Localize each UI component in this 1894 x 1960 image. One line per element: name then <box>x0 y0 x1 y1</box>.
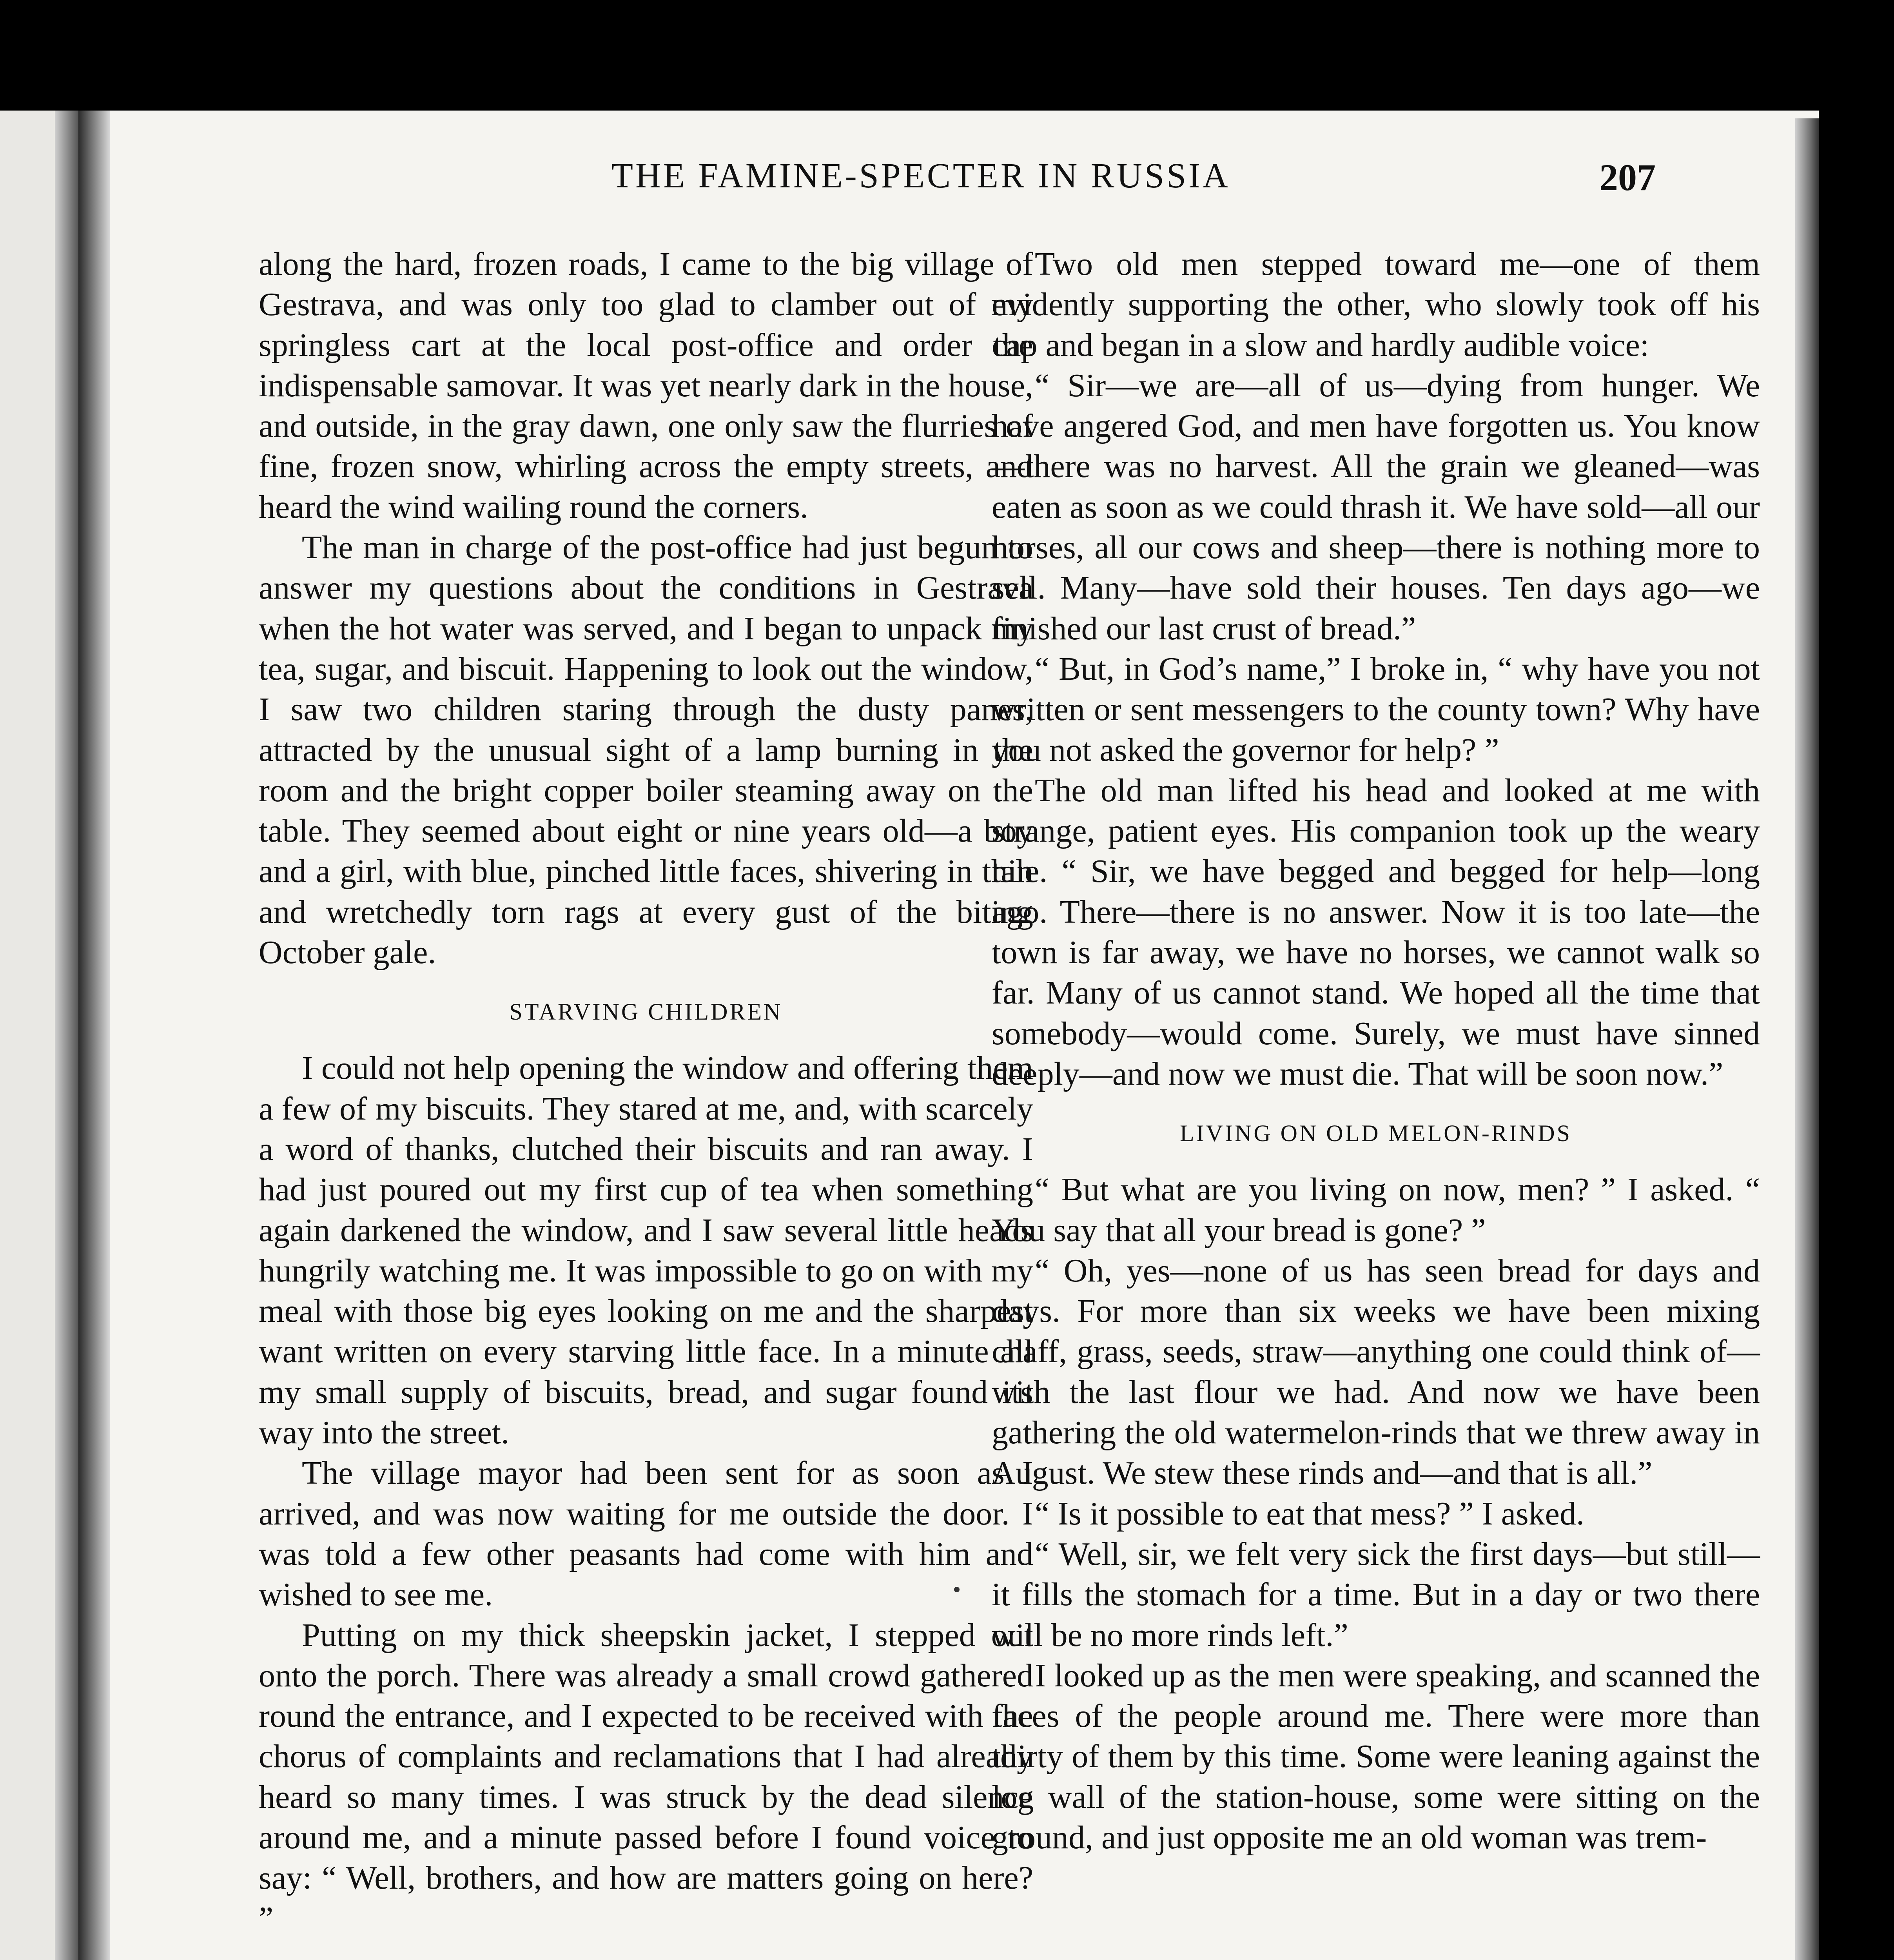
paragraph: “ But, in God’s name,” I broke in, “ why have you not written or sent messengers to the county town? Why have you not asked the governor for help? ” <box>992 650 1760 768</box>
paragraph: The man in charge of the post-office had just begun to answer my questions about the conditions in Gestrava when the hot water was served, and I began to unpack my tea, sugar, and biscuit. Happening to look out the window, I saw two children staring through the dusty panes, attracted by the unusual sight of a lamp burning in the room and the bright copper boiler steaming away on the table. They seemed about eight or nine years old—a boy and a girl, with blue, pinched little faces, shivering in thin and wretchedly torn rags at every gust of the biting October gale. <box>259 529 1033 971</box>
section-heading: LIVING ON OLD MELON-RINDS <box>1180 1120 1572 1147</box>
facing-page-edge <box>0 111 78 1960</box>
page-number: 207 <box>1599 156 1656 198</box>
paragraph: “ Well, sir, we felt very sick the first days—but still—it fills the stomach for a time. But in a day or two there will be no more rinds left.” <box>992 1535 1760 1653</box>
paragraph: along the hard, frozen roads, I came to the big village of Gestrava, and was only too glad to clamber out of my springless cart at the local post-office and order the indispensable samovar. It was yet nearly dark in the house, and outside, in the gray dawn, one only saw the flurries of fine, frozen snow, whirling across the empty streets, and heard the wind wailing round the corners. <box>259 246 1033 525</box>
paragraph: “ Is it possible to eat that mess? ” I asked. <box>1035 1495 1584 1532</box>
binding-gutter <box>78 111 110 1960</box>
book-page <box>78 111 1819 1960</box>
paragraph: “ But what are you living on now, men? ” I asked. “ You say that all your bread is gone? ” <box>992 1171 1760 1249</box>
print-speck <box>954 1587 960 1592</box>
paragraph: The village mayor had been sent for as soon as I arrived, and was now waiting for me outside the door. I was told a few other peasants had come with him and wished to see me. <box>259 1455 1033 1613</box>
section-heading: STARVING CHILDREN <box>509 999 783 1025</box>
paragraph: The old man lifted his head and looked at me with strange, patient eyes. His companion took up the weary tale. “ Sir, we have begged and begged for help—long ago. There—there is no answer. Now it is too late—the town is far away, we have no horses, we cannot walk so far. Many of us cannot stand. We hoped all the time that somebody—would come. Surely, we must have sinned deeply—and now we must die. That will be soon now.” <box>992 772 1760 1092</box>
paragraph: Two old men stepped toward me—one of them evidently supporting the other, who slowly took off his cap and began in a slow and hardly audible voice: <box>992 246 1760 363</box>
page-edge-shadow <box>1795 118 1819 1960</box>
paragraph: “ Sir—we are—all of us—dying from hunger. We have angered God, and men have forgotten us. You know—there was no harvest. All the grain we gleaned—was eaten as soon as we could thrash it. We have sold—all our horses, all our cows and sheep—there is nothing more to sell. Many—have sold their houses. Ten days ago—we finished our last crust of bread.” <box>992 367 1760 647</box>
paragraph: I looked up as the men were speaking, and scanned the faces of the people around me. There were more than thirty of them by this time. Some were leaning against the log wall of the station-house, some were sitting on the ground, and just opposite me an old woman was trem- <box>992 1657 1760 1856</box>
facing-page-binding-shadow <box>55 111 78 1960</box>
paragraph: “ Oh, yes—none of us has seen bread for days and days. For more than six weeks we have been mixing chaff, grass, seeds, straw—anything one could think of—with the last flour we had. And now we have been gathering the old watermelon-rinds that we threw away in August. We stew these rinds and—and that is all.” <box>992 1252 1760 1492</box>
running-head: THE FAMINE-SPECTER IN RUSSIA <box>611 156 1230 195</box>
right-column <box>992 244 1760 1858</box>
left-column <box>259 244 1033 1939</box>
paragraph: I could not help opening the window and offering them a few of my biscuits. They stared at me, and, with scarcely a word of thanks, clutched their biscuits and ran away. I had just poured out my first cup of tea when something again darkened the window, and I saw several little heads hungrily watching me. It was impossible to go on with my meal with those big eyes looking on me and the sharpest want written on every starving little face. In a minute all my small supply of biscuits, bread, and sugar found its way into the street. <box>259 1050 1033 1451</box>
paragraph: Putting on my thick sheepskin jacket, I stepped out onto the porch. There was already a small crowd gathered round the entrance, and I expected to be received with the chorus of complaints and reclamations that I had already heard so many times. I was struck by the dead silence around me, and a minute passed before I found voice to say: “ Well, brothers, and how are matters going on here? ” <box>259 1617 1033 1937</box>
